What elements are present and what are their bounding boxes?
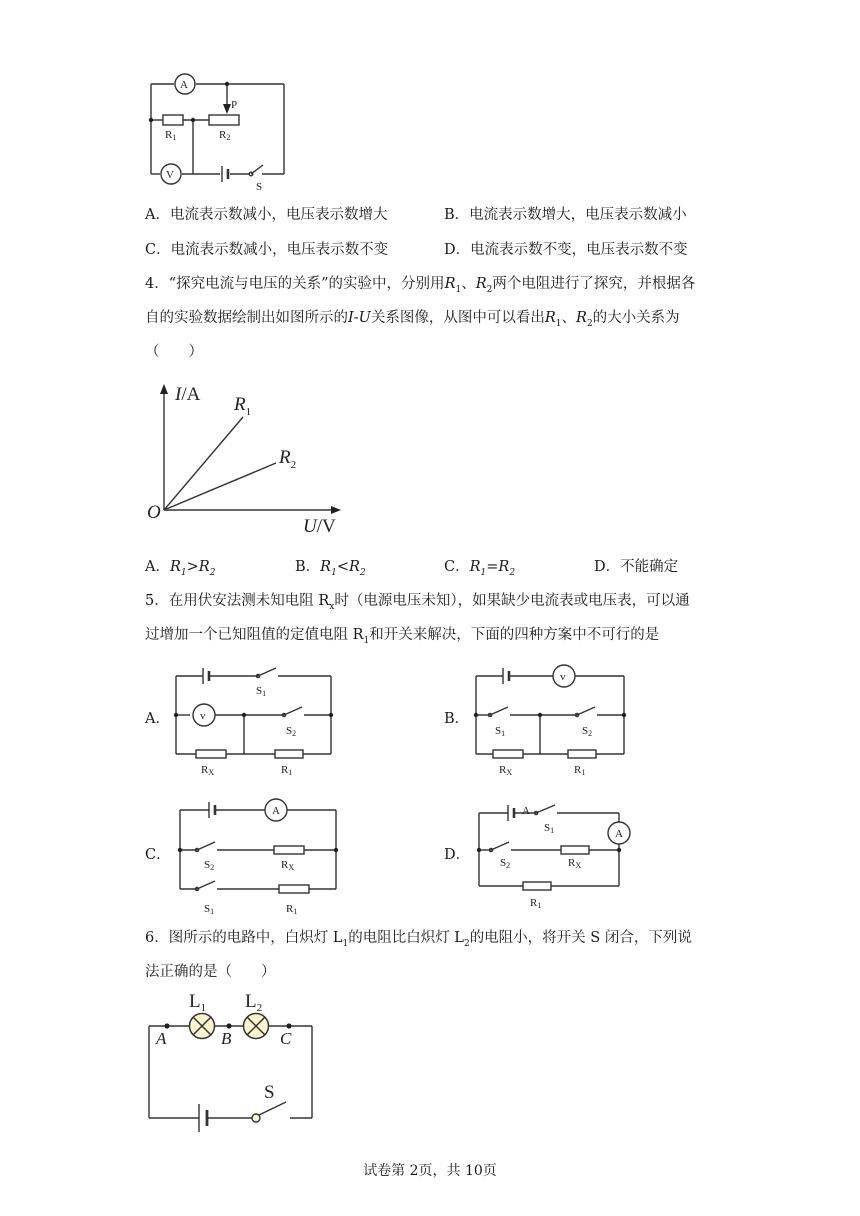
q4-option-b: B．$R_1<R_2$ <box>295 559 366 578</box>
svg-text:RX: RX <box>201 764 215 777</box>
lamp-l1-icon <box>190 1014 215 1039</box>
switch-icon <box>251 165 263 174</box>
q4-option-a: A．$R_1>R_2$ <box>145 559 216 578</box>
q5-circuit-c <box>170 795 345 920</box>
q3-circuit-diagram <box>140 68 300 198</box>
svg-text:S2: S2 <box>582 725 593 738</box>
q5-label-c: C． <box>145 847 171 863</box>
svg-text:R1: R1 <box>286 903 298 916</box>
q6-question-line1: 6．图所示的电路中，白炽灯 $L_1$的电阻比白炽灯 $L_2$的电阻小，将开关 S 闭合，下列说 <box>145 930 692 949</box>
q5-circuit-b <box>470 660 640 780</box>
lamp-l2-icon <box>244 1014 269 1039</box>
graph-line-r1 <box>164 417 243 510</box>
r2-label: R2 <box>219 129 231 142</box>
q5-circuit-d <box>470 795 640 920</box>
svg-text:v: v <box>560 671 566 683</box>
svg-text:A: A <box>156 1029 167 1048</box>
q3-option-c: C．电流表示数减小，电压表示数不变 <box>145 242 389 258</box>
svg-text:R1: R1 <box>530 897 542 910</box>
switch-label: S <box>256 181 263 193</box>
q4-answer-bracket: （ ） <box>145 344 203 360</box>
svg-text:S2: S2 <box>286 725 297 738</box>
svg-text:RX: RX <box>499 764 513 777</box>
q4-question-line2: 自的实验数据绘制出如图所示的I-U关系图像，从图中可以看出$R_1$、$R_2$的大小关系为 <box>145 310 680 329</box>
ammeter-label: A <box>180 79 188 91</box>
svg-text:S1: S1 <box>204 903 215 916</box>
q6-question-line2: 法正确的是（ ） <box>145 964 276 980</box>
svg-text:B: B <box>221 1029 232 1048</box>
q3-option-b: B．电流表示数增大，电压表示数减小 <box>444 207 687 223</box>
svg-text:A: A <box>272 805 280 817</box>
svg-text:RX: RX <box>281 859 295 872</box>
svg-text:R1: R1 <box>281 764 293 777</box>
q5-label-a: A． <box>145 711 170 727</box>
r1-label: R1 <box>165 129 177 142</box>
graph-x-axis-label: U/V <box>303 516 336 537</box>
svg-text:v: v <box>200 710 206 722</box>
svg-text:S2: S2 <box>500 857 511 870</box>
q4-option-c: C．$R_1=R_2$ <box>444 559 516 578</box>
svg-text:S1: S1 <box>256 685 267 698</box>
svg-text:S: S <box>264 1082 275 1103</box>
svg-text:S2: S2 <box>204 859 215 872</box>
q5-question-line2: 过增加一个已知阻值的定值电阻 $R_1$和开关来解决，下面的四种方案中不可行的是 <box>145 627 660 646</box>
svg-text:A: A <box>615 828 623 840</box>
slider-label: P <box>231 99 238 111</box>
q5-label-b: B． <box>444 711 470 727</box>
page-footer: 试卷第 2页，共 10页 <box>363 1163 497 1179</box>
graph-line-r2-label: $R_2$ <box>279 447 297 471</box>
svg-text:S1: S1 <box>544 822 555 835</box>
svg-text:C: C <box>280 1029 292 1048</box>
voltmeter-label: V <box>166 169 174 181</box>
q5-question-line1: 5．在用伏安法测未知电阻 $R_x$时（电源电压未知），如果缺少电流表或电压表，可以通 <box>145 593 690 612</box>
graph-origin-label: O <box>147 502 161 523</box>
svg-text:RX: RX <box>568 857 582 870</box>
svg-text:S1: S1 <box>495 725 506 738</box>
q3-option-d: D．电流表示数不变，电压表示数不变 <box>444 242 688 258</box>
q6-switch-icon <box>259 1102 286 1115</box>
svg-text:R1: R1 <box>574 764 586 777</box>
q4-question-line1: 4．“探究电流与电压的关系”的实验中，分别用$R_1$、$R_2$两个电阻进行了探究，并根据各 <box>145 276 696 295</box>
q3-option-a: A．电流表示数减小，电压表示数增大 <box>145 207 388 223</box>
graph-line-r2 <box>164 463 276 510</box>
q5-label-d: D． <box>444 847 471 863</box>
q6-circuit-diagram <box>140 985 330 1145</box>
svg-text:L1: $L_1$ <box>189 991 207 1014</box>
svg-text:A: A <box>522 805 530 817</box>
q4-iu-graph <box>140 380 370 540</box>
graph-y-axis-label: I/A <box>175 384 201 405</box>
q4-option-d: D．不能确定 <box>594 559 679 575</box>
svg-text:L2: $L_2$ <box>245 991 263 1014</box>
q5-circuit-a <box>170 660 340 780</box>
graph-line-r1-label: $R_1$ <box>234 394 252 418</box>
